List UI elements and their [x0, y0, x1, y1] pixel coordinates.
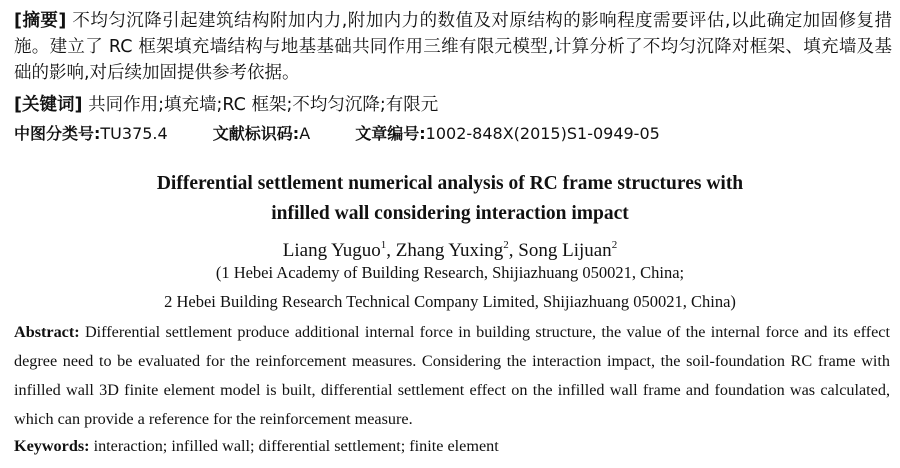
english-abstract: [14, 318, 890, 434]
english-keywords: [14, 432, 890, 461]
classification-info: [14, 122, 894, 146]
english-title-line-2: infilled wall considering interaction impact: [271, 203, 629, 224]
article-number-value: 1002-848X(2015)S1-0949-05: [425, 124, 660, 143]
article-number: [355, 122, 660, 146]
author-affiliation-mark: 2: [611, 239, 618, 251]
document-code: [213, 122, 310, 146]
article-number-label: 文章编号:: [355, 124, 426, 143]
document-code-label: 文献标识码:: [212, 124, 300, 143]
english-keywords-label: Keywords:: [14, 437, 90, 455]
clc-number: [14, 122, 168, 146]
author-affiliation-mark: 1: [380, 239, 387, 251]
chinese-keywords-text: 共同作用;填充墙;RC 框架;不均匀沉降;有限元: [88, 95, 439, 115]
chinese-abstract: [14, 8, 892, 86]
author-list: Liang Yuguo$^1$, Zhang Yuxing$^2$, Song Lijuan$^2$: [282, 239, 618, 261]
chinese-abstract-label: [摘要]: [14, 11, 67, 31]
english-abstract-text: Differential settlement produce additional internal force in building structure, the value of the internal force and its effect degree need to be evaluated for the reinforcement measures. Considering the interaction impact, the soil-foundation RC frame with infilled wall 3D finite element model is built, differential settlement effect on the infilled wall frame and foundation was calculated, which can provide a reference for the reinforcement measure.: [14, 323, 890, 428]
english-keywords-text: interaction; infilled wall; differential settlement; finite element: [93, 437, 499, 455]
chinese-keywords: [14, 92, 892, 118]
clc-label: 中图分类号:: [14, 124, 101, 143]
document-code-value: A: [299, 124, 311, 143]
affiliation-line-2: 2 Hebei Building Research Technical Company Limited, Shijiazhuang 050021, China): [164, 292, 736, 311]
author-name: Liang Yuguo: [282, 240, 381, 261]
chinese-abstract-text: 不均匀沉降引起建筑结构附加内力,附加内力的数值及对原结构的影响程度需要评估,以此确定加固修复措施。建立了 RC 框架填充墙结构与地基基础共同作用三维有限元模型,计算分析了不均匀沉降对框架、填充墙及基础的影响,对后续加固提供参考依据。: [14, 11, 893, 83]
author-name: Zhang Yuxing: [395, 240, 504, 261]
affiliation-line-1: (1 Hebei Academy of Building Research, Shijiazhuang 050021, China;: [215, 263, 685, 282]
clc-value: TU375.4: [100, 124, 168, 143]
english-title-line-1: Differential settlement numerical analysis of RC frame structures with: [156, 173, 744, 194]
chinese-keywords-label: [关键词]: [14, 95, 83, 115]
english-abstract-label: Abstract:: [14, 323, 80, 341]
author-affiliation-mark: 2: [503, 239, 509, 251]
author-name: Song Lijuan: [518, 240, 612, 261]
